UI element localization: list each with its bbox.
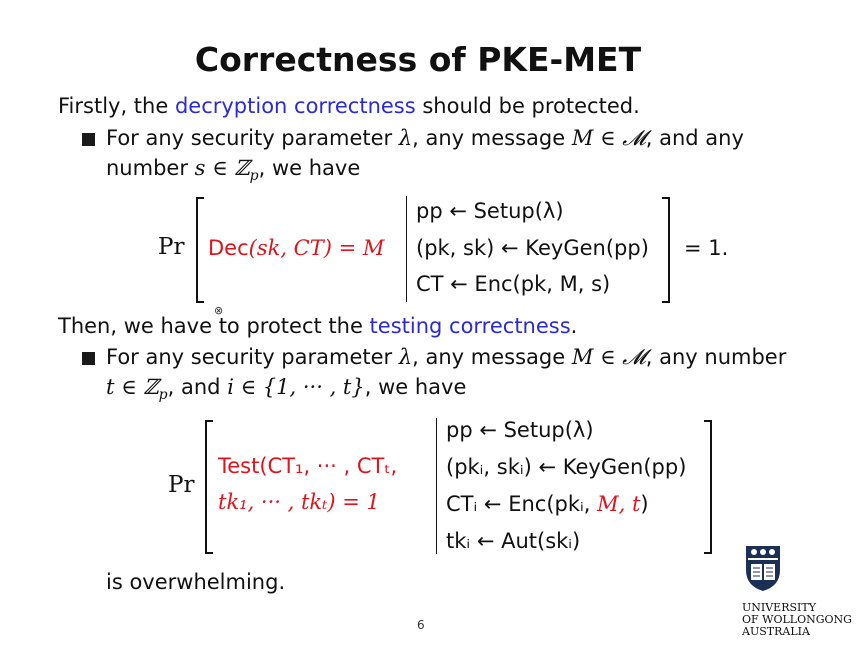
pr-symbol: Pr — [168, 472, 195, 498]
university-name-line1: UNIVERSITY — [742, 601, 816, 614]
bullet-text: , any message — [412, 126, 572, 150]
s-in-zp-symbol: s ∈ ℤ — [194, 156, 250, 180]
dec-function: Dec — [208, 236, 249, 260]
bullet-text: , and — [167, 375, 228, 399]
decryption-correctness-term: decryption correctness — [174, 94, 416, 118]
testing-bullet-line1 — [106, 345, 786, 370]
testing-intro-prefix: Then, we have to protect the — [58, 314, 370, 338]
university-name-line3: AUSTRALIA — [742, 625, 810, 638]
bullet-text: , we have — [364, 375, 467, 399]
cursor-icon: ⊗ — [214, 304, 224, 317]
enc-suffix: ) — [640, 492, 649, 516]
left-bracket — [205, 420, 213, 554]
condition-separator — [406, 196, 407, 302]
bullet-text: , any number — [645, 345, 787, 369]
dec-args: (sk, CT) = M — [248, 236, 385, 260]
decryption-intro-prefix: Firstly, the — [58, 94, 175, 118]
enc-prefix: CTᵢ ← Enc(pkᵢ, — [446, 492, 598, 516]
decryption-intro — [58, 94, 640, 118]
test-event-line2: tk₁, ··· , tkₜ) = 1 — [218, 490, 380, 514]
left-bracket — [196, 197, 204, 303]
probability-result: = 1. — [684, 236, 729, 260]
testing-bullet-line2 — [106, 375, 466, 403]
lambda-symbol: λ — [398, 345, 413, 369]
bullet-text: For any security parameter — [106, 126, 399, 150]
decryption-bullet-line1 — [106, 126, 744, 151]
decryption-event — [208, 236, 384, 260]
enc-highlight-args: M, t — [597, 492, 641, 516]
testing-intro — [58, 314, 577, 338]
university-name-line2: OF WOLLONGONG — [742, 613, 852, 626]
condition-setup: pp ← Setup(λ) — [416, 199, 564, 223]
index-range-symbol: i ∈ {1, ··· , t} — [227, 375, 365, 399]
bullet-text: For any security parameter — [106, 345, 399, 369]
subscript-p: p — [158, 387, 168, 404]
condition-enc: CT ← Enc(pk, M, s) — [416, 272, 611, 296]
condition-enc — [446, 492, 649, 516]
testing-intro-suffix: . — [570, 314, 578, 338]
bullet-text: , any message — [412, 345, 572, 369]
university-name — [742, 602, 852, 638]
message-space-symbol: M ∈ 𝓜 — [571, 345, 646, 369]
condition-keygen: (pkᵢ, skᵢ) ← KeyGen(pp) — [446, 455, 687, 479]
condition-aut: tkᵢ ← Aut(skᵢ) — [446, 529, 581, 553]
condition-separator — [436, 418, 437, 554]
condition-setup: pp ← Setup(λ) — [446, 418, 594, 442]
subscript-p: p — [249, 168, 259, 185]
square-bullet-icon — [82, 352, 95, 365]
testing-correctness-term: testing correctness — [369, 314, 571, 338]
slide-title: Correctness of PKE-MET — [194, 40, 642, 79]
message-space-symbol: M ∈ 𝓜 — [571, 126, 646, 150]
lambda-symbol: λ — [398, 126, 413, 150]
bullet-text: , we have — [258, 156, 361, 180]
t-in-zp-symbol: t ∈ ℤ — [106, 375, 159, 399]
bullet-text: number — [106, 156, 195, 180]
university-crest-icon — [744, 544, 782, 596]
pr-symbol: Pr — [158, 234, 185, 260]
page-number: 6 — [417, 618, 425, 632]
right-bracket — [662, 197, 670, 303]
condition-keygen: (pk, sk) ← KeyGen(pp) — [416, 236, 649, 260]
decryption-intro-suffix: should be protected. — [415, 94, 640, 118]
decryption-bullet-line2 — [106, 156, 360, 184]
right-bracket — [704, 420, 712, 554]
bullet-text: , and any — [645, 126, 744, 150]
test-event-line1: Test(CT₁, ··· , CTₜ, — [218, 454, 398, 478]
closing-text: is overwhelming. — [106, 570, 286, 594]
square-bullet-icon — [82, 133, 95, 146]
